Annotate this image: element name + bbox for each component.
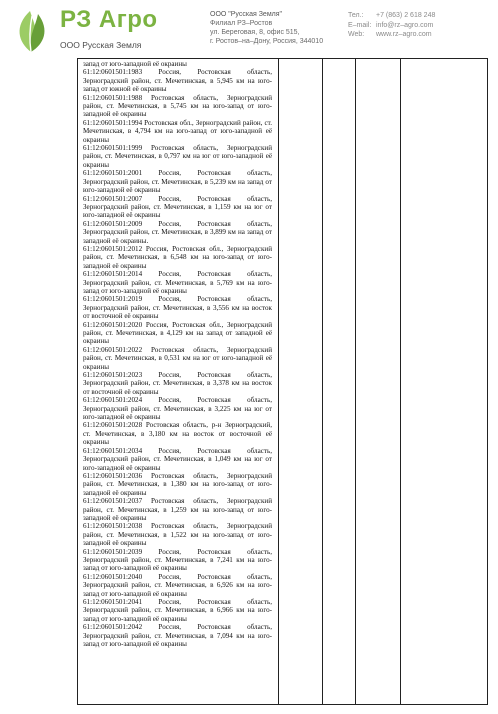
parcel-entry: 61:12:0601501:2039 Россия, Ростовская область, Зерноградский район, ст. Мечетинская, в 7,241 км на юго-запад от юго-западной её окраины (83, 547, 272, 573)
parcel-entry: 61:12:0601501:2037 Ростовская область, Зерноградский район, ст. Мечетинская, в 1,259 км на юго-запад от юго-западной её окраины (83, 497, 272, 522)
parcel-entry: 61:12:0601501:2007 Россия, Ростовская область, Зерноградский район, ст. Мечетинская, в 1,159 км на юг от юго-западной её окраины (83, 194, 272, 220)
contact-key: E–mail: (348, 21, 372, 29)
parcel-entry: 61:12:0601501:2020 Россия, Ростовская обл., Зерноградский район, ст. Мечетинская, в 4,129 км на запад от западной её окраины (83, 320, 272, 346)
column-divider (355, 59, 356, 704)
parcel-entry: 61:12:0601501:2019 Россия, Ростовская область, Зерноградский район, ст. Мечетинская, в 3,556 км на восток от восточной её окраины (83, 295, 272, 321)
parcel-entry: 61:12:0601501:2001 Россия, Ростовская область, Зерноградский район, ст. Мечетинская, в 5,239 км на запад от юго-западной её окраины (83, 169, 272, 195)
parcel-entry: 61:12:0601501:2014 Россия, Ростовская область, Зерноградский район, ст. Мечетинская, в 5,769 км на юго-запад от юго-западной её окраины (83, 270, 272, 295)
parcel-entry: 61:12:0601501:2012 Россия, Ростовская обл., Зерноградский район, ст. Мечетинская, в 6,548 км на юго-запад от юго-западной её окраины (83, 244, 272, 270)
parcel-entry: 61:12:0601501:2028 Ростовская область, р-н Зерноградский, ст. Мечетинская, в 3,180 км на восток от восточной её окраины (83, 421, 272, 447)
parcel-description-column (83, 60, 272, 648)
parcel-entry: 61:12:0601501:2023 Россия, Ростовская область, Зерноградский район, ст. Мечетинская, в 3,378 км на восток от восточной её окраины (83, 371, 272, 396)
brand-subtitle: ООО Русская Земля (60, 40, 142, 50)
parcel-entry: 61:12:0601501:1983 Россия, Ростовская область, Зерноградский район, ст. Мечетинская, в 5,945 км на юго-запад от южной её окраины (83, 68, 272, 94)
parcel-entry: 61:12:0601501:1999 Ростовская область, Зерноградский район, ст. Мечетинская, в 0,797 км на юг от юго-западной её окраины (83, 144, 272, 169)
phone-value: +7 (863) 2 618 248 (376, 12, 436, 19)
contact-row-web (348, 30, 435, 40)
contact-row-email (348, 21, 435, 31)
column-divider (322, 59, 323, 704)
parcel-entry: 61:12:0601501:2009 Россия, Ростовская область, Зерноградский район, ст. Мечетинская, в 3,899 км на запад от западной её окраины. (83, 219, 272, 245)
contact-key: Тел.: (348, 12, 364, 19)
column-divider (400, 59, 401, 704)
leaf-logo-icon (8, 8, 54, 54)
parcel-entry: 61:12:0601501:2036 Ростовская область, Зерноградский район, ст. Мечетинская, в 1,380 км на юго-запад от юго-западной её окраины (83, 471, 272, 497)
parcel-entry: 61:12:0601501:2024 Россия, Ростовская область, Зерноградский район, ст. Мечетинская, в 3,225 км на юг от юго-западной её окраины (83, 396, 272, 422)
parcel-entry: 61:12:0601501:2034 Россия, Ростовская область, Зерноградский район, ст. Мечетинская, в 1,049 км на юг от юго-западной её окраины (83, 446, 272, 472)
brand-name: РЗ Агро (60, 6, 158, 33)
parcel-entry: 61:12:0601501:2038 Ростовская область, Зерноградский район, ст. Мечетинская, в 1,522 км на юго-запад от юго-западной её окраины (83, 522, 272, 548)
city-address: г. Ростов–на–Дону, Россия, 344010 (210, 38, 324, 45)
letterhead (0, 0, 498, 58)
branch-name: Филиал РЗ–Ростов (210, 20, 273, 27)
parcel-entry: запад от юго-западной её окраины (83, 60, 187, 68)
contact-key: Web: (348, 31, 365, 38)
parcel-entry: 61:12:0601501:1994 Ростовская обл., Зерноградский район, ст. Мечетинская, в 4,794 км на юго-запад от юго-западной её окраины (83, 118, 272, 144)
parcel-table (77, 58, 488, 705)
street-address: ул. Береговая, 8, офис 515, (210, 29, 300, 36)
company-address (210, 10, 323, 46)
parcel-entry: 61:12:0601501:1988 Ростовская область, Зерноградский район, ст. Мечетинская, в 5,745 км на юго-запад от юго-западной её окраины (83, 93, 272, 119)
web-value: www.rz–agro.com (376, 31, 432, 38)
contact-block (348, 11, 435, 40)
parcel-entry: 61:12:0601501:2041 Россия, Ростовская область, Зерноградский район, ст. Мечетинская, в 6,966 км на юго-запад от юго-западной её окраины (83, 598, 272, 623)
company-name: ООО "Русская Земля" (210, 11, 282, 18)
parcel-entry: 61:12:0601501:2042 Россия, Ростовская область, Зерноградский район, ст. Мечетинская, в 7,094 км на юго-запад от юго-западной её окраины (83, 623, 272, 649)
column-divider (278, 59, 279, 704)
parcel-entry: 61:12:0601501:2040 Россия, Ростовская область, Зерноградский район, ст. Мечетинская, в 6,926 км на юго-запад от юго-западной её окраины (83, 572, 272, 598)
parcel-entry: 61:12:0601501:2022 Ростовская область, Зерноградский район, ст. Мечетинская, в 0,531 км на юг от юго-западной её окраины (83, 345, 272, 371)
email-value: info@rz–agro.com (376, 21, 434, 29)
contact-row-phone (348, 11, 435, 21)
